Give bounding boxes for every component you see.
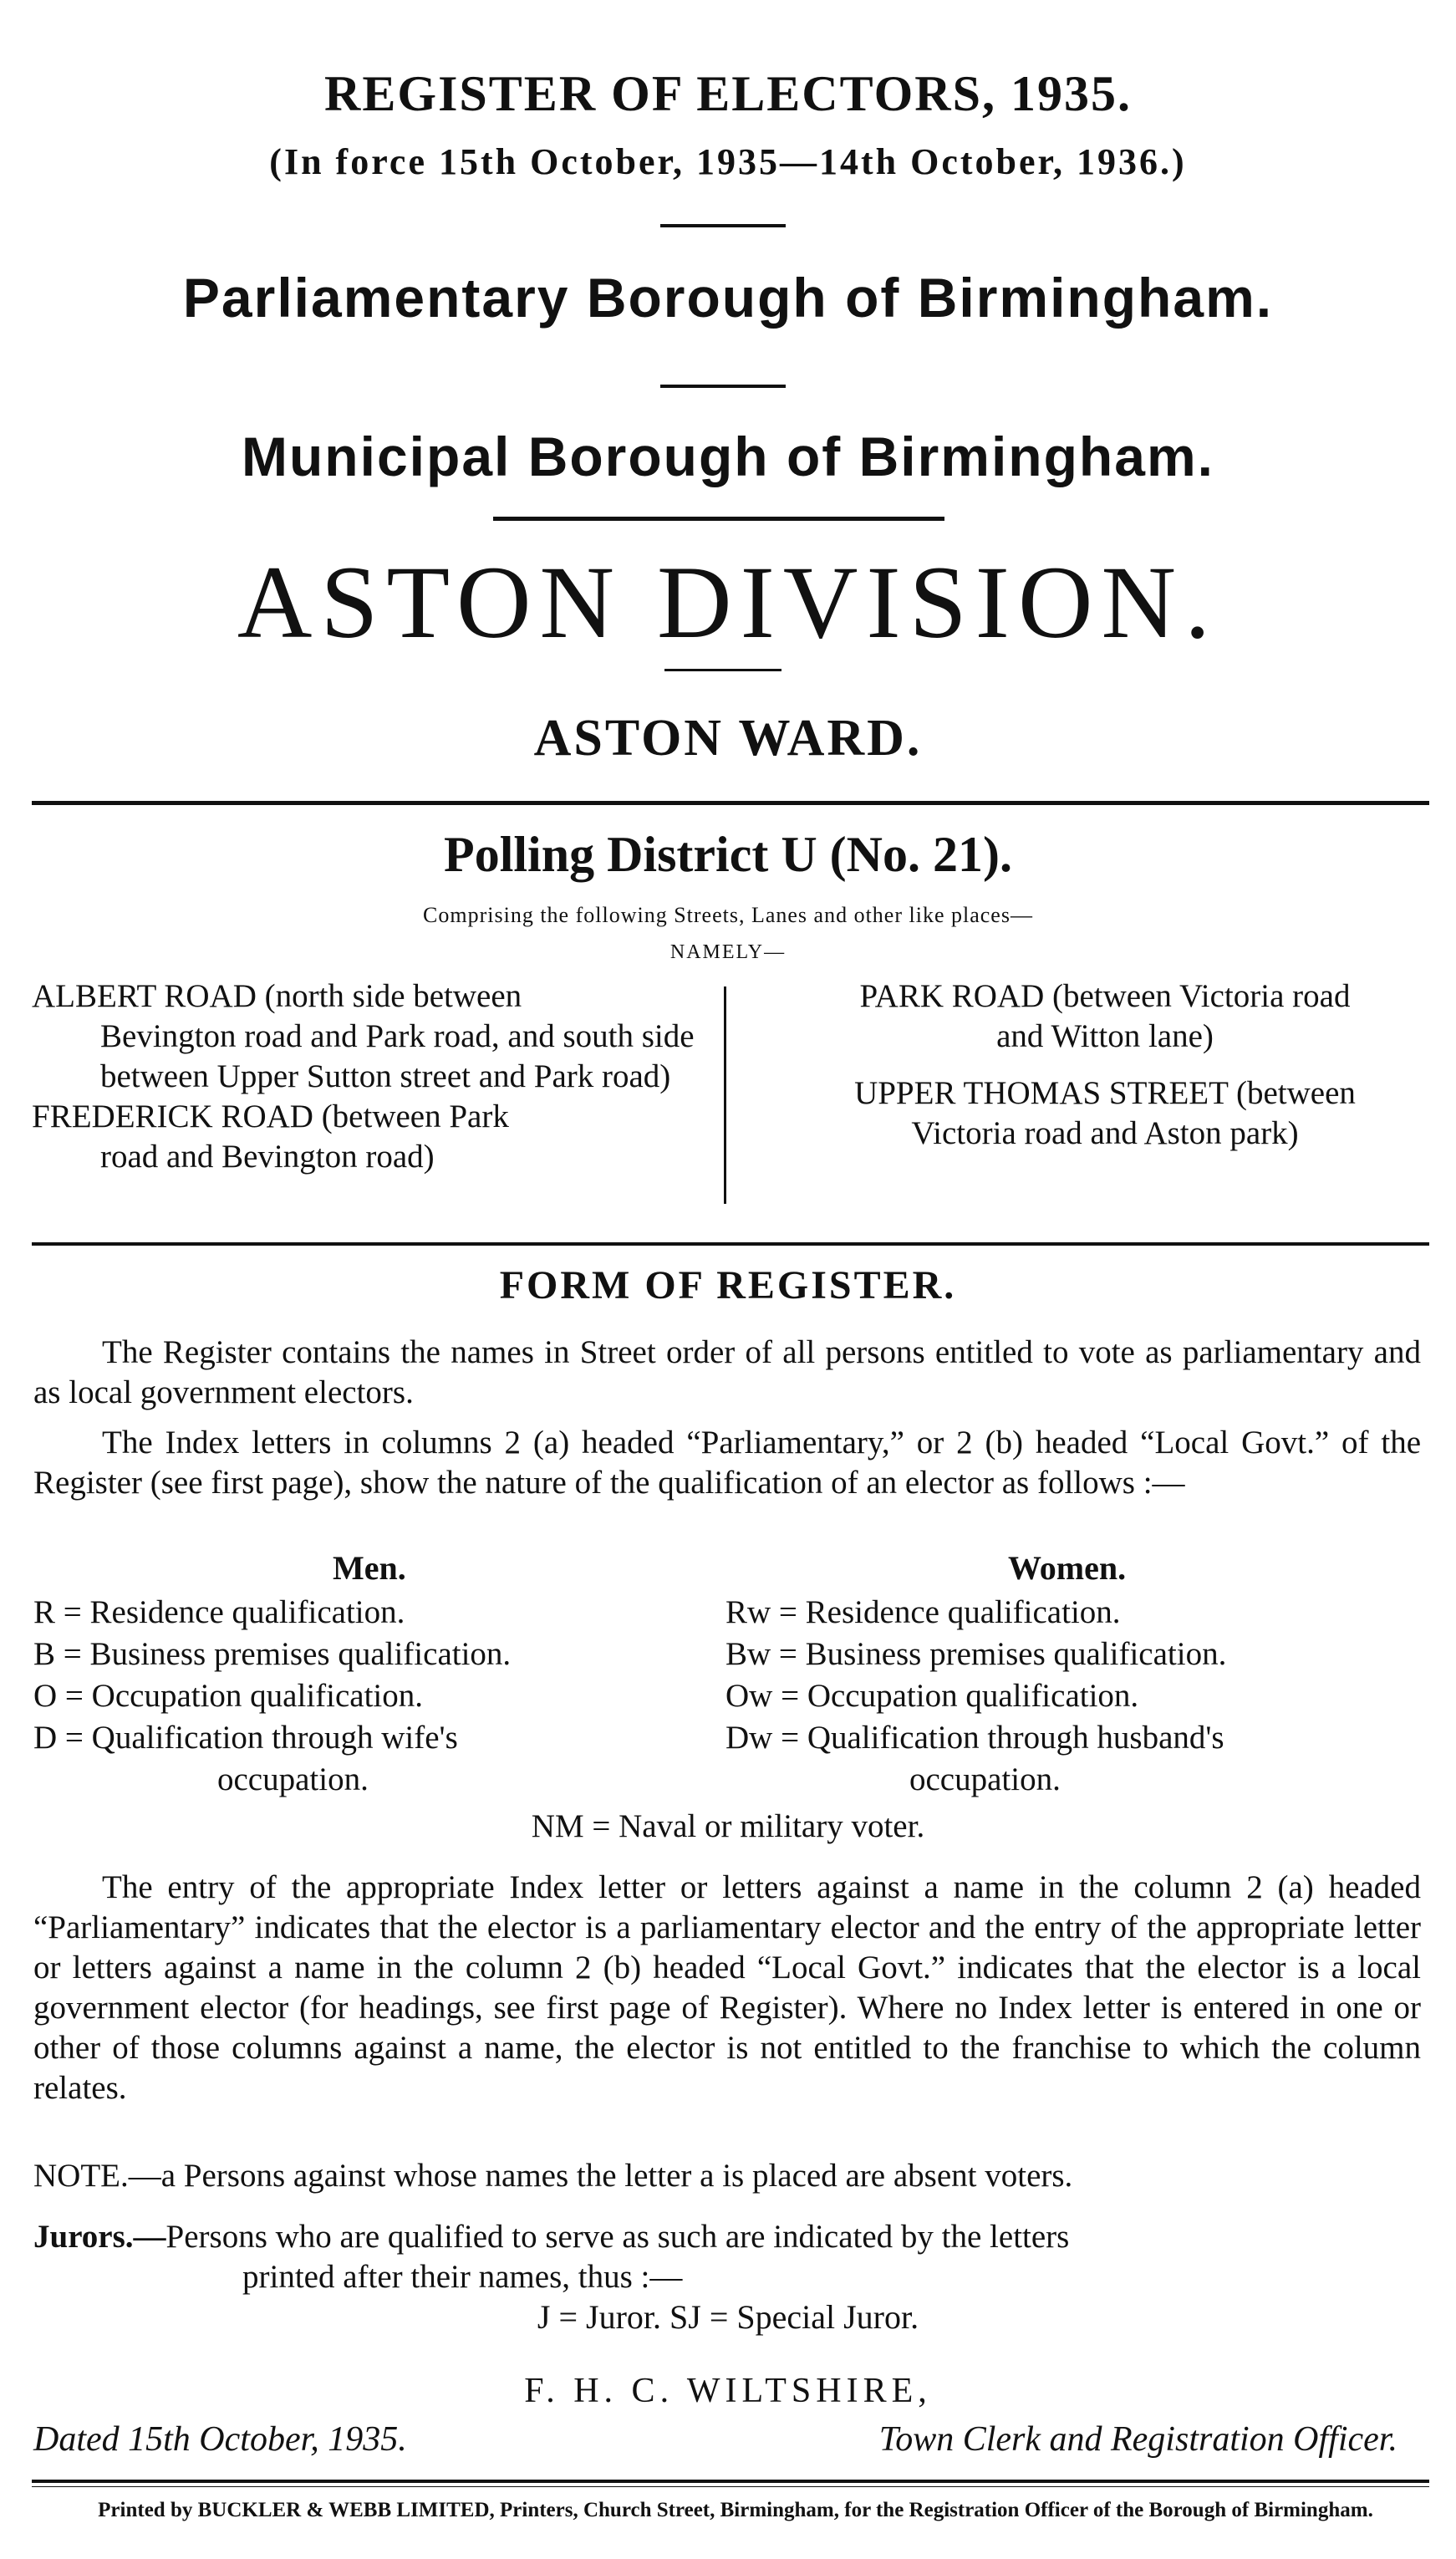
street-extent: and Witton lane) bbox=[996, 1018, 1214, 1054]
form-heading: FORM OF REGISTER. bbox=[499, 1263, 957, 1308]
qualification-row: Bw = Business premises qualification. bbox=[725, 1636, 1227, 1672]
men-qualifications bbox=[33, 1592, 511, 1801]
qualification-row: D = Qualification through wife's bbox=[33, 1720, 458, 1756]
streets-left-column bbox=[32, 976, 717, 1177]
qualification-row: O = Occupation qualification. bbox=[33, 1678, 424, 1714]
qualification-row: Dw = Qualification through husband's bbox=[725, 1720, 1224, 1756]
polling-district-heading: Polling District U (No. 21). bbox=[444, 827, 1012, 882]
divider bbox=[660, 224, 786, 227]
qualification-row: Rw = Residence qualification. bbox=[725, 1594, 1121, 1630]
street-name: ALBERT ROAD (north side between bbox=[32, 978, 522, 1014]
street-name: FREDERICK ROAD (between Park bbox=[32, 1099, 509, 1134]
juror-key: J = Juror. SJ = Special Juror. bbox=[537, 2298, 919, 2336]
municipal-borough-heading: Municipal Borough of Birmingham. bbox=[242, 426, 1214, 487]
street-entry bbox=[32, 976, 717, 1097]
dated-line: Dated 15th October, 1935. bbox=[33, 2420, 407, 2459]
footer-rule-thin bbox=[32, 2486, 1429, 2487]
women-heading: Women. bbox=[1008, 1549, 1127, 1587]
printer-imprint: Printed by BUCKLER & WEBB LIMITED, Printers, Church Street, Birmingham, for the Registration Officer of the Borough of Birmingham. bbox=[98, 2499, 1373, 2521]
in-force-dates: (In force 15th October, 1935—14th October, 1936.) bbox=[269, 141, 1187, 182]
ward-heading: ASTON WARD. bbox=[533, 710, 923, 767]
form-paragraph-2 bbox=[33, 1423, 1421, 1503]
note-label: NOTE.— bbox=[33, 2158, 161, 2194]
street-entry bbox=[32, 1097, 717, 1177]
comprising-line: Comprising the following Streets, Lanes and other like places— bbox=[423, 903, 1033, 927]
register-title: REGISTER OF ELECTORS, 1935. bbox=[324, 66, 1132, 121]
parliamentary-borough-heading: Parliamentary Borough of Birmingham. bbox=[182, 267, 1274, 329]
section-rule bbox=[32, 801, 1429, 805]
paragraph-text: The entry of the appropriate Index letter or letters against a name in the column 2 (a) headed “Parliamentary” indicates that the elector is a parliamentary elector and the entry of the appropriate letter or letters against a name in the column 2 (b) headed “Local Govt.” indicates that the elector is a local government elector (for headings, see first page of Register). Where no Index letter is entered in one or other of those columns against a name, the elector is not entitled to the franchise to which the column relates. bbox=[33, 1869, 1421, 2106]
form-paragraph-3 bbox=[33, 1868, 1421, 2108]
qualification-row: R = Residence qualification. bbox=[33, 1594, 405, 1630]
column-divider bbox=[724, 986, 726, 1204]
men-heading: Men. bbox=[333, 1549, 406, 1587]
qualification-row: B = Business premises qualification. bbox=[33, 1636, 512, 1672]
streets-right-column bbox=[771, 976, 1439, 1170]
jurors-note bbox=[33, 2217, 1429, 2297]
section-rule bbox=[32, 1242, 1429, 1246]
street-extent: Victoria road and Aston park) bbox=[911, 1115, 1299, 1151]
divider bbox=[660, 385, 786, 388]
jurors-continuation: printed after their names, thus :— bbox=[242, 2259, 683, 2295]
street-entry bbox=[771, 976, 1439, 1057]
form-paragraph-1 bbox=[33, 1333, 1421, 1413]
street-extent: road and Bevington road) bbox=[100, 1139, 435, 1175]
divider bbox=[493, 517, 944, 521]
signatory-name: F. H. C. WILTSHIRE, bbox=[524, 2372, 932, 2410]
officer-title: Town Clerk and Registration Officer. bbox=[878, 2420, 1397, 2459]
street-extent: Bevington road and Park road, and south side between Upper Sutton street and Park road) bbox=[100, 1018, 695, 1094]
divider bbox=[664, 669, 781, 671]
naval-military-key: NM = Naval or military voter. bbox=[531, 1808, 925, 1844]
jurors-label: Jurors.— bbox=[33, 2219, 166, 2255]
street-name: UPPER THOMAS STREET (between bbox=[854, 1075, 1356, 1111]
note-text: a Persons against whose names the letter a is placed are absent voters. bbox=[160, 2158, 1073, 2194]
street-entry bbox=[771, 1073, 1439, 1154]
namely-label: NAMELY— bbox=[669, 941, 787, 963]
footer-rule bbox=[32, 2480, 1429, 2483]
street-name: PARK ROAD (between Victoria road bbox=[859, 978, 1351, 1014]
paragraph-text: The Register contains the names in Street order of all persons entitled to vote as parliamentary and as local government electors. bbox=[33, 1334, 1421, 1410]
jurors-text: Persons who are qualified to serve as such are indicated by the letters bbox=[165, 2219, 1070, 2255]
women-qualifications bbox=[725, 1592, 1226, 1801]
division-heading: ASTON DIVISION. bbox=[237, 545, 1219, 660]
absent-voters-note bbox=[33, 2157, 1072, 2195]
qualification-continuation: occupation. bbox=[909, 1761, 1061, 1797]
qualification-row: Ow = Occupation qualification. bbox=[725, 1678, 1139, 1714]
qualification-continuation: occupation. bbox=[217, 1761, 369, 1797]
paragraph-text: The Index letters in columns 2 (a) headed “Parliamentary,” or 2 (b) headed “Local Govt.” of the Register (see first page), show the nature of the qualification of an elector as follows :— bbox=[33, 1425, 1421, 1501]
